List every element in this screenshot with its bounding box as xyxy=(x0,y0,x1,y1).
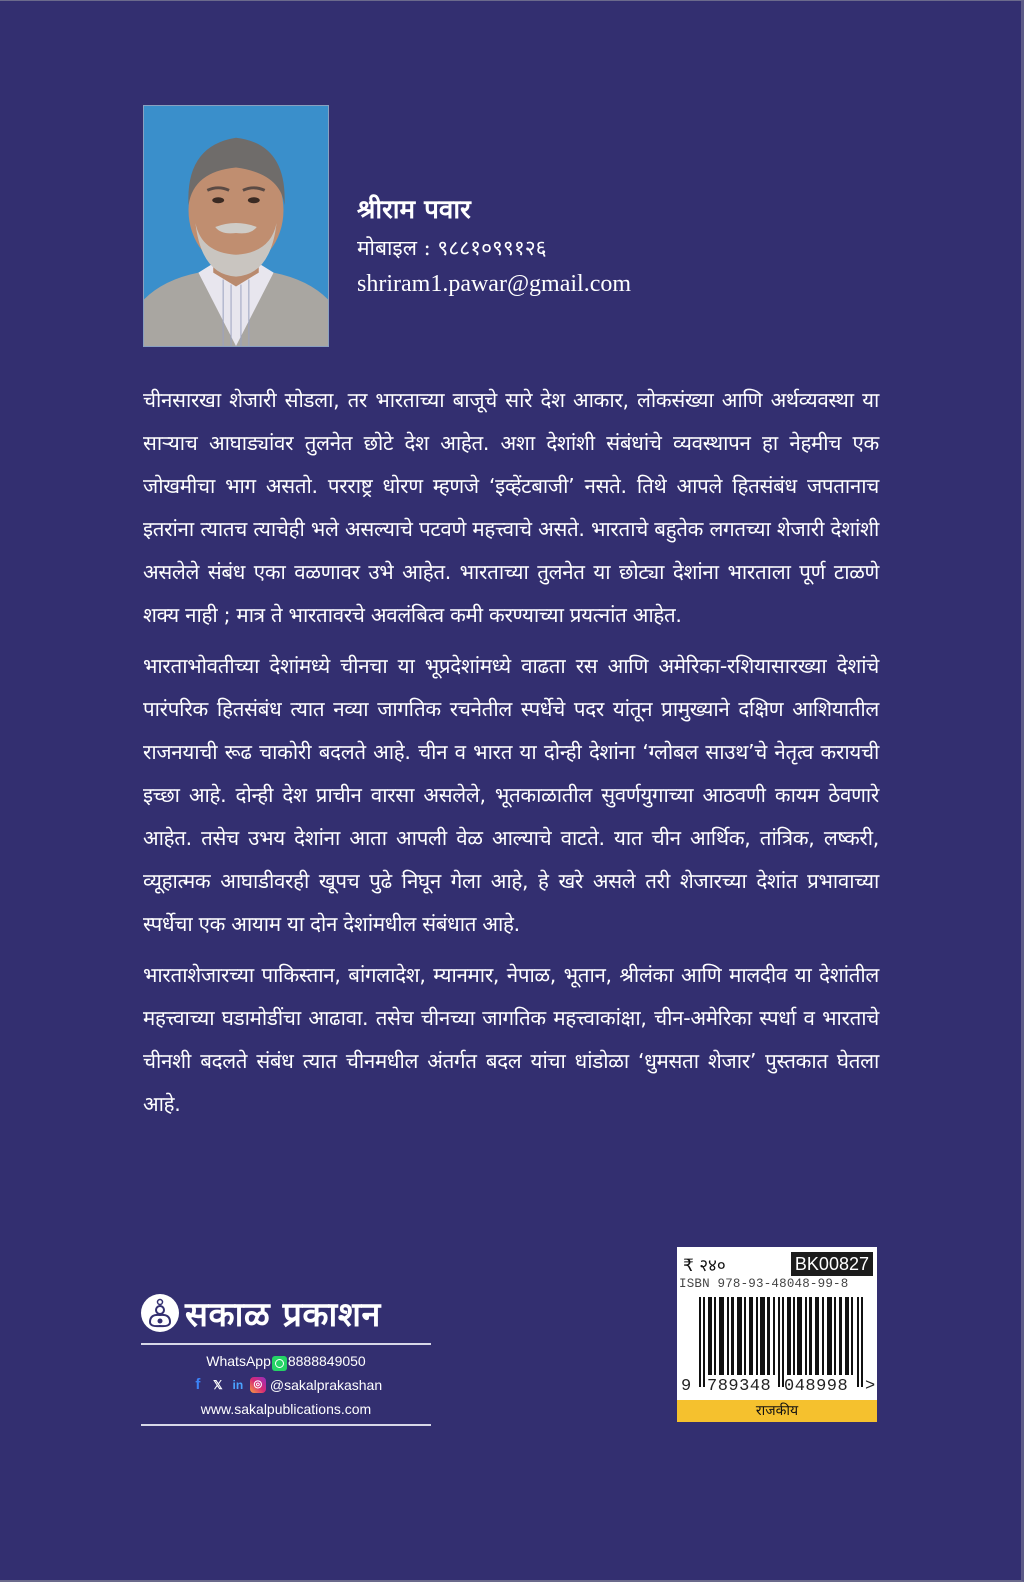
social-handle[interactable]: @sakalprakashan xyxy=(269,1377,383,1393)
category-band: राजकीय xyxy=(677,1400,877,1422)
author-email[interactable]: shriram1.pawar@gmail.com xyxy=(357,271,632,297)
barcode-label xyxy=(677,1247,877,1422)
author-photo xyxy=(143,105,329,347)
blurb-paragraph: भारताभोवतीच्या देशांमध्ये चीनचा या भूप्रदेशांमध्ये वाढता रस आणि अमेरिका-रशियासारख्या देशांचे पारंपरिक हितसंबंध त्यात नव्या जागतिक रचनेतील स्पर्धेचे पदर यांतून प्रामुख्याने दक्षिण आशियातील राजनयाची रूढ चाकोरी बदलते आहे. चीन व भारत या दोन्ही देशांना ‘ग्लोबल साउथ’चे नेतृत्व करायची इच्छा आहे. दोन्ही देश प्राचीन वारसा असलेले, भूतकाळातील सुवर्णयुगाच्या आठवणी कायम ठेवणारे आहेत. तसेच उभय देशांना आता आपली वेळ आल्याचे वाटते. यात चीन आर्थिक, तांत्रिक, लष्करी, व्यूहात्मक आघाडीवरही खूपच पुढे निघून गेला आहे, हे खरे असले तरी शेजारच्या देशांत प्रभावाच्या स्पर्धेचा एक आयाम या दोन देशांमधील संबंधात आहे. xyxy=(143,654,879,936)
social-line xyxy=(141,1373,431,1397)
whatsapp-label: WhatsApp xyxy=(206,1353,271,1369)
publisher-contacts xyxy=(141,1349,431,1421)
blurb-paragraph: भारताशेजारच्या पाकिस्तान, बांगलादेश, म्यानमार, नेपाळ, भूतान, श्रीलंका आणि मालदीव या देशांतील महत्त्वाच्या घडामोडींचा आढावा. तसेच चीनच्या जागतिक महत्त्वाकांक्षा, चीन-अमेरिका स्पर्धा व भारताचे चीनशी बदलते संबंध त्यात चीनमधील अंतर्गत बदल यांचा धांडोळा ‘धुमसता शेजार’ पुस्तकात घेतला आहे. xyxy=(143,963,879,1116)
divider xyxy=(141,1343,431,1345)
sakal-logo-icon xyxy=(141,1294,179,1332)
barcode-digit-trail: > xyxy=(865,1377,876,1396)
publisher-name: सकाळ प्रकाशन xyxy=(185,1295,381,1335)
barcode-icon xyxy=(699,1297,869,1387)
price: ₹ २४० xyxy=(683,1255,726,1276)
linkedin-icon[interactable]: in xyxy=(232,1378,244,1392)
x-icon[interactable]: 𝕏 xyxy=(213,1378,223,1392)
author-info xyxy=(357,193,631,301)
barcode-digit-lead: 9 xyxy=(681,1377,692,1396)
barcode-digits-left: 789348 xyxy=(707,1377,772,1396)
barcode-digits-right: 048998 xyxy=(784,1377,849,1396)
publisher-block xyxy=(141,1289,431,1426)
portrait-illustration xyxy=(144,106,328,346)
book-blurb xyxy=(143,379,879,1134)
isbn: ISBN 978-93-48048-99-8 xyxy=(679,1277,849,1291)
blurb-paragraph: चीनसारखा शेजारी सोडला, तर भारताच्या बाजूचे सारे देश आकार, लोकसंख्या आणि अर्थव्यवस्था या साऱ्याच आघाड्यांवर तुलनेत छोटे देश आहेत. अशा देशांशी संबंधांचे व्यवस्थापन हा नेहमीच एक जोखमीचा भाग असतो. परराष्ट्र धोरण म्हणजे ‘इव्हेंटबाजी’ नसते. तिथे आपले हितसंबंध जपतानाच इतरांना त्यातच त्याचेही भले असल्याचे पटवणे महत्त्वाचे असते. भारताचे बहुतेक लगतच्या शेजारी देशांशी असलेले संबंध एका वळणावर उभे आहेत. भारताच्या तुलनेत या छोट्या देशांना भारताला पूर्ण टाळणे शक्य नाही ; मात्र ते भारतावरचे अवलंबित्व कमी करण्याच्या प्रयत्नांत आहेत. xyxy=(143,388,879,627)
book-code: BK00827 xyxy=(791,1252,873,1276)
whatsapp-number[interactable]: 8888849050 xyxy=(287,1353,366,1369)
whatsapp-line xyxy=(141,1349,431,1373)
barcode-header xyxy=(677,1247,877,1277)
divider xyxy=(141,1424,431,1426)
publisher-logo xyxy=(141,1289,431,1337)
author-mobile: मोबाइल : ९८८१०९९१२६ xyxy=(357,236,547,260)
facebook-icon[interactable]: f xyxy=(195,1376,201,1393)
author-name: श्रीराम पवार xyxy=(357,195,471,225)
instagram-icon[interactable]: ◎ xyxy=(250,1377,266,1393)
website-link[interactable]: www.sakalpublications.com xyxy=(200,1401,372,1417)
whatsapp-icon xyxy=(272,1356,287,1371)
